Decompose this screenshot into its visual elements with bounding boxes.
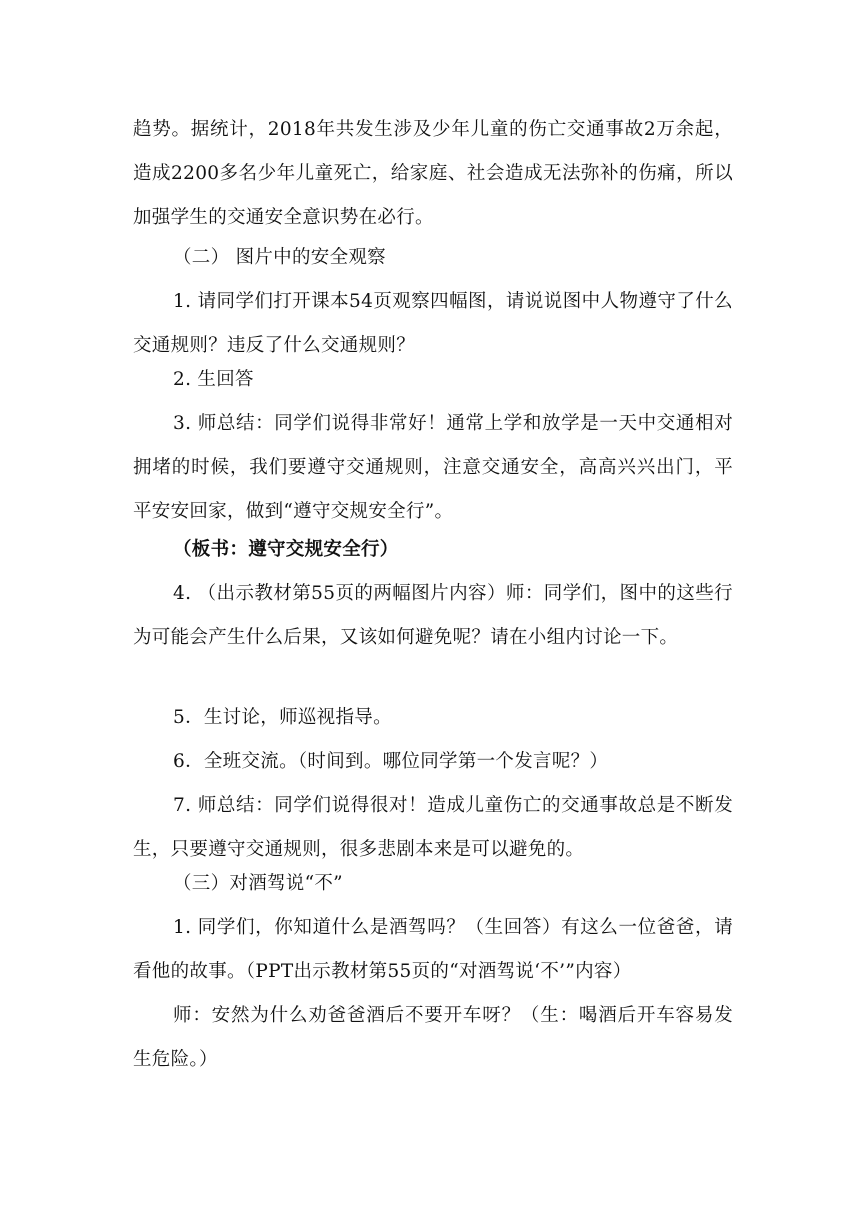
section-heading-picture-observation: （二） 图片中的安全观察 xyxy=(173,247,386,268)
step-1-observe-pictures: 1. 请同学们打开课本54页观察四幅图，请说说图中人物遵守了什么交通规则？违反了什么交通规则？ xyxy=(133,291,733,356)
drunk-driving-step-1: 1. 同学们，你知道什么是酒驾吗？（生回答）有这么一位爸爸，请看他的故事。（PPT出示教材第55页的“对酒驾说‘不’”内容） xyxy=(133,917,733,982)
paragraph-statistics: 趋势。据统计，2018年共发生涉及少年儿童的伤亡交通事故2万余起，造成2200多名少年儿童死亡，给家庭、社会造成无法弥补的伤痛，所以加强学生的交通安全意识势在必行。 xyxy=(133,119,733,228)
teacher-question-anran: 师：安然为什么劝爸爸酒后不要开车呀？（生：喝酒后开车容易发生危险。） xyxy=(133,1005,733,1070)
step-7-teacher-summary: 7. 师总结：同学们说得很对！造成儿童伤亡的交通事故总是不断发生，只要遵守交通规则，很多悲剧本来是可以避免的。 xyxy=(133,795,733,860)
step-3-teacher-summary: 3. 师总结：同学们说得非常好！通常上学和放学是一天中交通相对拥堵的时候，我们要遵守交通规则，注意交通安全，高高兴兴出门，平平安安回家，做到“遵守交规安全行”。 xyxy=(133,413,733,522)
blackboard-note: （板书：遵守交规安全行） xyxy=(173,539,399,560)
step-5-discussion: 5．生讨论，师巡视指导。 xyxy=(173,707,392,728)
step-4-show-pictures: 4. （出示教材第55页的两幅图片内容）师：同学们，图中的这些行为可能会产生什么后果，又该如何避免呢？请在小组内讨论一下。 xyxy=(133,583,733,648)
step-6-class-exchange: 6．全班交流。（时间到。哪位同学第一个发言呢？） xyxy=(173,751,609,772)
section-heading-drunk-driving: （三）对酒驾说“不” xyxy=(173,873,343,894)
step-2-student-answer: 2. 生回答 xyxy=(173,369,254,390)
